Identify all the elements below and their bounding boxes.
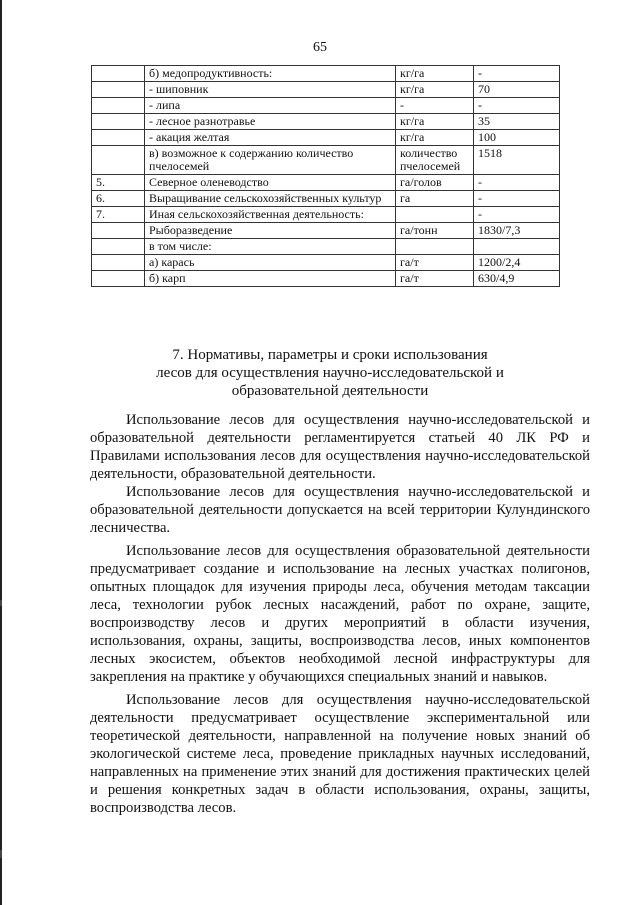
row-value: 1830/7,3 <box>474 223 560 239</box>
paragraph: Использование лесов для осуществления образовательной деятельности предусматривает создание и использование на лесных участках полигонов, опытных площадок для изучения природы леса, обучения методам таксации леса, технологии рубок лесных насаждений, работ по охране, защите, воспроизводству лесов и других мероприятий в области изучения, использования, охраны, защиты, воспроизводства лесов, иных компонентов лесных экосистем, объектов необходимой лесной инфраструктуры для закрепления на практике у обучающихся специальных знаний и навыков. <box>90 543 590 685</box>
row-name: - лесное разнотравье <box>145 114 396 130</box>
row-number <box>92 114 145 130</box>
page-left-edge <box>0 0 2 905</box>
table-row <box>92 255 560 271</box>
row-number: 5. <box>92 175 145 191</box>
row-number <box>92 255 145 271</box>
row-name: Рыборазведение <box>145 223 396 239</box>
data-table <box>91 65 560 287</box>
heading-line: лесов для осуществления научно-исследовательской и <box>156 365 504 381</box>
row-name: б) карп <box>145 271 396 287</box>
row-unit: кг/га <box>396 66 474 82</box>
row-name: б) медопродуктивность: <box>145 66 396 82</box>
table-row <box>92 82 560 98</box>
row-value: 70 <box>474 82 560 98</box>
table-row <box>92 207 560 223</box>
row-number: 7. <box>92 207 145 223</box>
row-name: - акация желтая <box>145 130 396 146</box>
row-unit: - <box>396 98 474 114</box>
row-unit: га/т <box>396 271 474 287</box>
row-name: Северное оленеводство <box>145 175 396 191</box>
heading-line: 7. Нормативы, параметры и сроки использования <box>172 347 488 363</box>
row-value: - <box>474 66 560 82</box>
table-row <box>92 130 560 146</box>
section-heading <box>120 346 540 400</box>
row-value: 1518 <box>474 146 560 175</box>
row-unit: га/голов <box>396 175 474 191</box>
scan-mark <box>0 600 2 606</box>
row-number <box>92 98 145 114</box>
row-name: в том числе: <box>145 239 396 255</box>
row-number <box>92 223 145 239</box>
table-row <box>92 175 560 191</box>
scan-mark <box>0 850 2 858</box>
row-unit: кг/га <box>396 130 474 146</box>
row-value <box>474 239 560 255</box>
paragraph: Использование лесов для осуществления научно-исследовательской и образовательной деятельности регламентируется статьей 40 ЛК РФ и Правилами использования лесов для осуществления научно-исследовательской деятельности, образовательной деятельности. <box>90 412 590 482</box>
row-unit: га <box>396 191 474 207</box>
table-row <box>92 191 560 207</box>
row-unit <box>396 239 474 255</box>
table-row <box>92 114 560 130</box>
table-row <box>92 98 560 114</box>
table-row <box>92 223 560 239</box>
table-row <box>92 146 560 175</box>
row-value: - <box>474 98 560 114</box>
row-number <box>92 239 145 255</box>
paragraph: Использование лесов для осуществления научно-исследовательской и образовательной деятельности допускается на всей территории Кулундинского лесничества. <box>90 484 590 536</box>
row-number <box>92 130 145 146</box>
row-value: 1200/2,4 <box>474 255 560 271</box>
row-value: - <box>474 191 560 207</box>
table-row <box>92 239 560 255</box>
row-number <box>92 66 145 82</box>
row-unit: кг/га <box>396 114 474 130</box>
row-name: - липа <box>145 98 396 114</box>
row-number: 6. <box>92 191 145 207</box>
row-value: - <box>474 207 560 223</box>
row-name: в) возможное к содержанию количество пчелосемей <box>145 146 396 175</box>
row-name: Выращивание сельскохозяйственных культур <box>145 191 396 207</box>
row-value: - <box>474 175 560 191</box>
row-unit: га/тонн <box>396 223 474 239</box>
row-name: - шиповник <box>145 82 396 98</box>
row-unit: га/т <box>396 255 474 271</box>
heading-line: образовательной деятельности <box>231 383 429 399</box>
table-row <box>92 66 560 82</box>
row-number <box>92 82 145 98</box>
row-value: 35 <box>474 114 560 130</box>
table-row <box>92 271 560 287</box>
row-value: 100 <box>474 130 560 146</box>
row-unit: кг/га <box>396 82 474 98</box>
row-number <box>92 146 145 175</box>
row-name: а) карась <box>145 255 396 271</box>
body-text <box>90 411 590 817</box>
page-number: 65 <box>313 40 327 55</box>
row-name: Иная сельскохозяйственная деятельность: <box>145 207 396 223</box>
row-number <box>92 271 145 287</box>
row-unit: количество пчелосемей <box>396 146 474 175</box>
row-value: 630/4,9 <box>474 271 560 287</box>
paragraph: Использование лесов для осуществления научно-исследовательской деятельности предусматривает осуществление экспериментальной или теоретической деятельности, направленной на получение новых знаний об экологической системе леса, проведение прикладных научных исследований, направленных на применение этих знаний для достижения практических целей и решения конкретных задач в области использования, охраны, защиты, воспроизводства лесов. <box>90 692 590 816</box>
row-unit <box>396 207 474 223</box>
